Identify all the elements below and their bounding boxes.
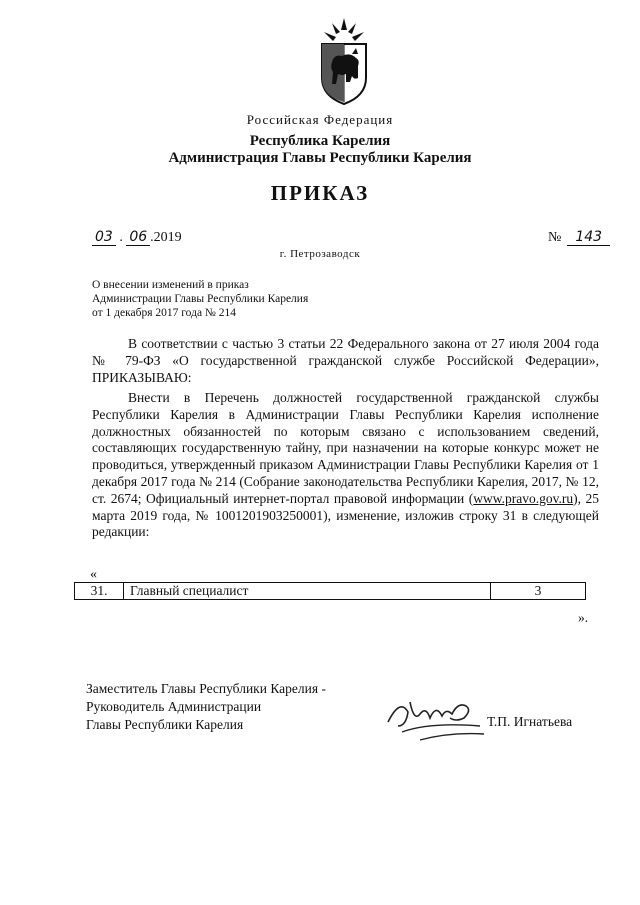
order-number	[548, 229, 610, 246]
order-subject	[92, 278, 308, 320]
signer-name: Т.П. Игнатьева	[487, 714, 573, 729]
coat-of-arms-emblem	[312, 16, 376, 106]
paragraph-part: ), 25 марта 2019 года, № 1001201903250001), изменение, изложив строку 31 в следующей редакции:	[92, 490, 600, 540]
signatory-title	[86, 680, 326, 734]
quote-close: ».	[578, 610, 589, 625]
city: г. Петрозаводск	[279, 248, 361, 260]
paragraph-order	[92, 390, 599, 541]
order-date: 03 . 06 .2019	[92, 229, 182, 246]
paragraph-part: Внести в Перечень должностей государственной гражданской службы Республики Карелия в Администрации Главы Республики Карелия исполнение должностных обязанностей по которым связано с использованием сведений, составляющих государственную тайну, при назначении на которые конкурс может не проводиться, утвержденный приказом Администрации Главы Республики Карелия от 1 декабря 2017 года № 214 (Собрание законодательства Республики Карелия, 2017, № 12, ст. 2674; Официальный интернет-портал правовой информации (	[92, 390, 599, 506]
table-row	[75, 583, 586, 600]
subject-line: Администрации Главы Республики Карелия	[92, 293, 309, 305]
row-number: 31.	[75, 583, 124, 600]
authority-name: Администрация Главы Республики Карелия	[168, 150, 472, 166]
row-position: Главный специалист	[124, 583, 491, 600]
republic-name: Республика Карелия	[249, 133, 391, 149]
country-name: Российская Федерация	[246, 112, 394, 127]
document-type: ПРИКАЗ	[270, 181, 370, 205]
signatory-title-line: Заместитель Главы Республики Карелия -	[86, 681, 326, 696]
signatory-title-line: Руководитель Администрации	[86, 699, 262, 714]
signatory-title-line: Главы Республики Карелия	[86, 717, 244, 732]
number-label: №	[548, 230, 562, 245]
paragraph-text	[92, 390, 599, 541]
number-value: 143	[567, 229, 610, 246]
subject-line: О внесении изменений в приказ	[92, 279, 249, 291]
positions-table	[74, 582, 586, 600]
date-year: .2019	[150, 230, 182, 245]
subject-line: от 1 декабря 2017 года № 214	[92, 307, 237, 319]
date-month: 06	[126, 229, 150, 246]
handwritten-signature	[380, 692, 490, 748]
pravo-link[interactable]: www.pravo.gov.ru	[473, 490, 574, 506]
date-day: 03	[92, 229, 116, 246]
row-group: 3	[491, 583, 586, 600]
paragraph-text: В соответствии с частью 3 статьи 22 Федерального закона от 27 июля 2004 года № 79-ФЗ «О государственной гражданской службе Российской Федерации», ПРИКАЗЫВАЮ:	[92, 336, 599, 385]
paragraph-basis	[92, 336, 599, 386]
quote-open: «	[90, 567, 97, 582]
